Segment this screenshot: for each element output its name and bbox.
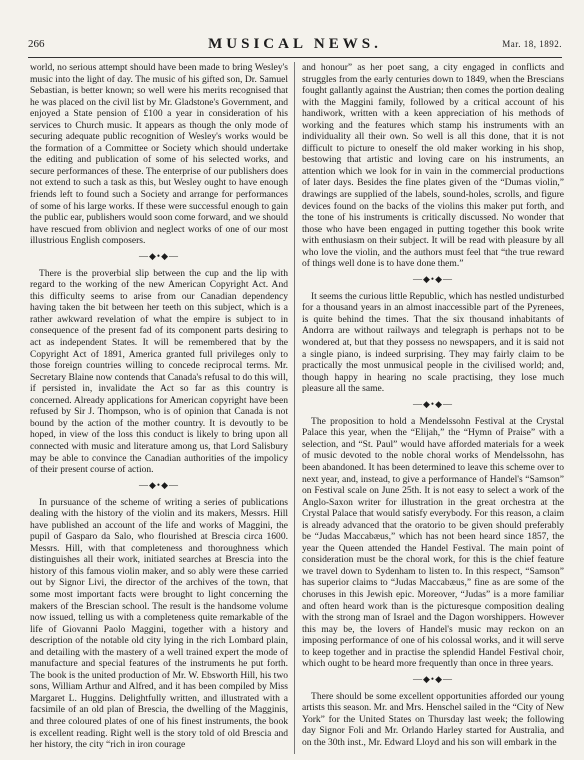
section-ornament: —◆•◆— (413, 273, 453, 284)
article-paragraph: It seems the curious little Republic, which has nestled undisturbed for a thousand years in an almost inaccessible part of the Pyrenees, is quite behind the times. That the six thousand inhabitants of Andorra are without railways and telegraph is perhaps not to be wondered at, but that they possess no newspapers, and it is said not a single piano, is indeed surprising. They may fairly claim to be practically the most unmusical people in the civilised world; and, though happy in hearing no scale practising, they lose much pleasure all the same. (302, 290, 564, 395)
article-paragraph: There is the proverbial slip between the cup and the lip with regard to the working of the new American Copyright Act. And this difficulty seems to arise from our Canadian dependency having taken the bit between her teeth on this subject, which is a rather awkward revelation of what the empire is subject to in consequence of the present fad of its component parts desiring to act as independent States. It will be remembered that by the Copyright Act of 1891, America granted full privileges only to those foreign countries willing to concede reciprocal terms. Mr. Secretary Blaine now contends that Canada's refusal to do this will, if persisted in, invalidate the Act so far as this country is concerned. Already applications for American copyright have been refused by Sir J. Thompson, who is of opinion that Canada is not bound by the action of the mother country. It is devoutly to be hoped, in view of the loss this conduct is likely to bring upon all connected with music and literature among us, that Lord Salisbury may be able to convince the Canadian authorities of the impolicy of their present course of action. (30, 267, 288, 476)
page-number: 266 (28, 38, 45, 50)
issue-date: Mar. 18, 1892. (502, 39, 562, 49)
article-paragraph: There should be some excellent opportunities afforded our young artists this season. Mr. and Mrs. Henschel sailed in the “City of New York” for the United States on Thursday last week; the following day Signor Foli and Mr. Orlando Harley started for Australia, and on the 30th inst., Mr. Edward Lloyd and his son will embark in the (302, 690, 564, 748)
article-paragraph: world, no serious attempt should have been made to bring Wesley's music into the light of day. The music of his gifted son, Dr. Samuel Sebastian, is better known; so well were his merits recognised that he was placed on the civil list by Mr. Gladstone's Government, and enjoyed a State pension of £100 a year in consideration of his services to Church music. It appears as though the only mode of securing adequate public recognition of Wesley's works would be the formation of a Committee or Society which should undertake the editing and publication of some of his selected works, and secure performances of these. The enterprise of our publishers does not extend to such a task as this, but Wesley ought to have enough friends left to found such a Society and arrange for performances of some of his large works. If these were successful enough to gain the public ear, publishers would soon come forward, and we should have rescued from oblivion and neglect works of one of our most illustrious English composers. (30, 62, 288, 247)
section-ornament: —◆•◆— (413, 398, 453, 409)
section-ornament: —◆•◆— (139, 479, 179, 490)
right-column (302, 62, 564, 749)
header-rule (28, 57, 562, 58)
section-ornament: —◆•◆— (413, 673, 453, 684)
article-paragraph: The proposition to hold a Mendelssohn Festival at the Crystal Palace this year, when the “Elijah,” the “Hymn of Praise” with a selection, and “St. Paul” would have afforded materials for a week of music devoted to the noble choral works of Mendelssohn, has been abandoned. It has been determined to leave this scheme over to next year, and, instead, to give a performance of Handel's “Samson” on Festival scale on June 25th. It is not easy to select a work of the Anglo-Saxon writer for illustration in the great orchestra at the Crystal Palace that would satisfy everybody. For this reason, a claim is already advanced that the oratorio to be given should preferably be “Judas Maccabæus,” which has not been heard since 1857, the year the Queen attended the Handel Festival. The main point of consideration must be the choral work, for this is the chief feature we travel down to Sydenham to listen to. In this respect, “Samson” has superior claims to “Judas Maccabæus,” fine as are some of the choruses in this Jewish epic. Moreover, “Judas” is a more familiar and often heard work than is the picturesque composition dealing with the strong man of Israel and the Dagon worshippers. However this may be, the lovers of Handel's music may reckon on an imposing performance of one of his colossal works, and it will serve to keep together and in practise the splendid Handel Festival choir, which ought to be heard more frequently than once in three years. (302, 415, 564, 670)
section-ornament: —◆•◆— (139, 250, 179, 261)
column-divider (294, 62, 295, 754)
article-paragraph: In pursuance of the scheme of writing a series of publications dealing with the history of the violin and its makers, Messrs. Hill have published an account of the life and works of Maggini, the pupil of Gasparo da Salo, who flourished at Brescia circa 1600. Messrs. Hill, with that completeness and thoroughness which distinguishes all their work, initiated searches at Brescia into the history of this famous violin maker, and so ably were these carried out by Signor Livi, the director of the archives of the town, that some most important facts were brought to light concerning the makers of the Brescian school. The result is the handsome volume now issued, telling us with a completeness quite remarkable of the life of Giovanni Paolo Maggini, together with a history and description of the notable old city lying in the rich Lombard plain, and detailing with the mastery of a well trained expert the mode of manufacture and special features of the instruments he put forth. The book is the united production of Mr. W. Ebsworth Hill, his two sons, William Arthur and Alfred, and it has been compiled by Miss Margaret L. Huggins. Delightfully written, and illustrated with a facsimile of an old plan of Brescia, the dwelling of the Magginis, and three coloured plates of one of his finest instruments, the book is excellent reading. Right well is the story told of old Brescia and her history, the city “rich in iron courage (30, 496, 288, 751)
article-paragraph: and honour” as her poet sang, a city engaged in conflicts and struggles from the early centuries down to 1849, when the Brescians fought gallantly against the Austrian; then comes the portion dealing with the Maggini family, followed by a critical account of his handiwork, written with a keen appreciation of his methods of working and the features which stamp his instruments with an individuality all their own. So well is all this done, that it is not difficult to picture to oneself the old maker working in his shop, bestowing that artistic and loving care on his instruments, an attention which we look for in vain in the commercial productions of later days. Besides the fine plates given of the “Dumas violin,” drawings are supplied of the labels, sound-holes, scrolls, and figure devices found on the backs of the violins this maker put forth, and the tone of his instruments is critically discussed. No wonder that those who have been engaged in putting together this book write with enthusiasm on their subject. It will be read with pleasure by all who love the violin, and the authors must feel that “the true reward of things well done is to have done them.” (302, 62, 564, 270)
left-column (30, 62, 288, 751)
page-header (28, 36, 562, 54)
publication-title: MUSICAL NEWS. (208, 36, 382, 52)
